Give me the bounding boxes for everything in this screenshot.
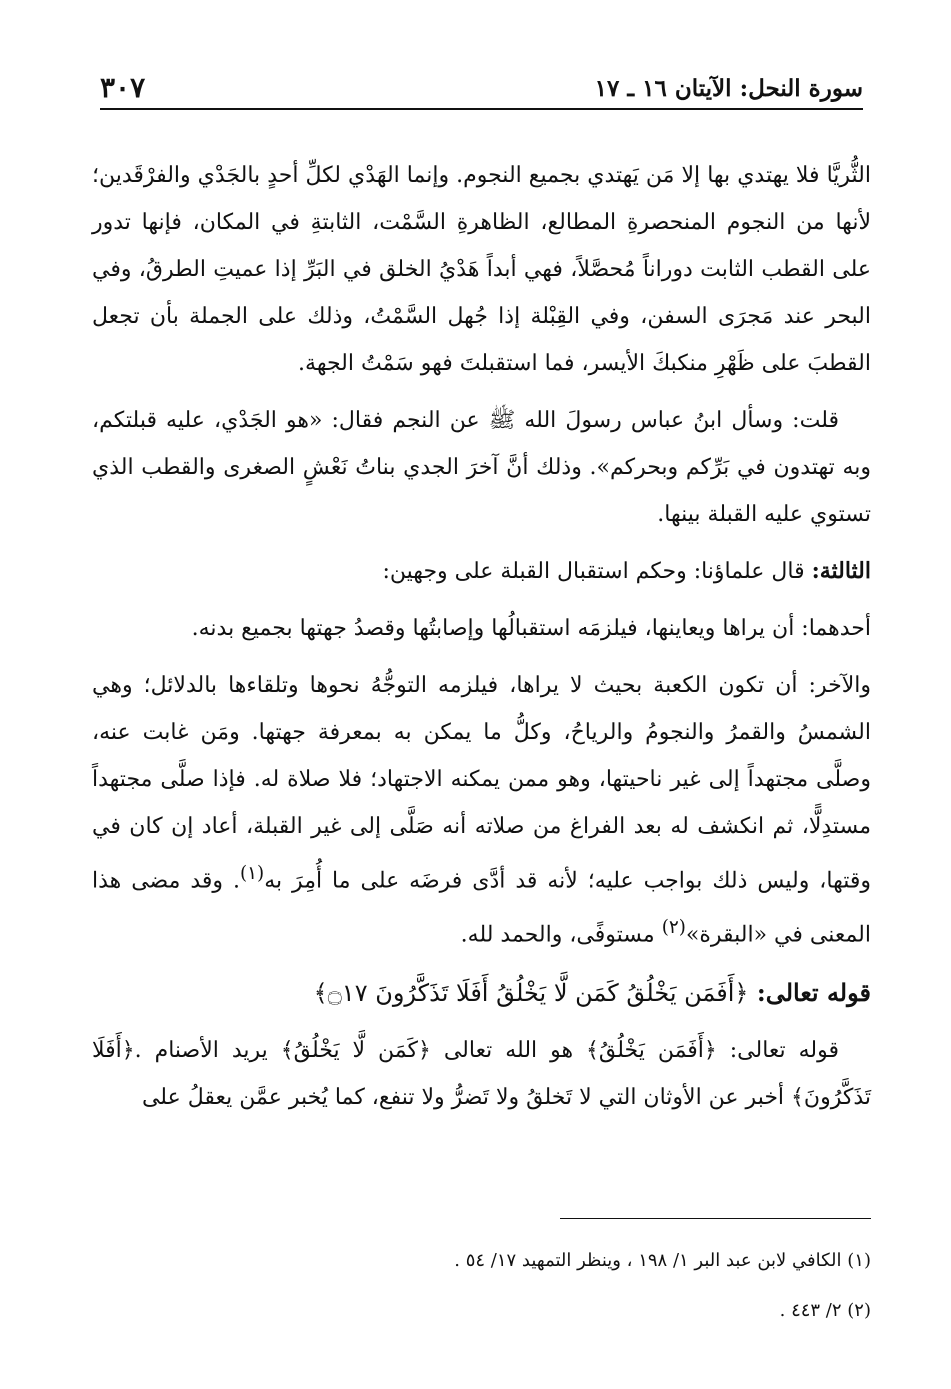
paragraph-1: الثُّريَّا فلا يهتدي بها إلا مَن يَهتدي بجميع النجوم. وإنما الهَدْي لكلِّ أحدٍ بالجَدْي والفرْقَدين؛ لأنها من النجوم المنحصرةِ المطالع، الظاهرةِ السَّمْت، الثابتةِ في المكان، فإنها تدور على القطب الثابت دوراناً مُحصَّلاً، فهي أبداً هَدْيُ الخلق في البَرِّ إذا عميتِ الطرقُ، وفي البحر عند مَجرَى السفن، وفي القِبْلة إذا جُهل السَّمْتُ، وذلك على الجملة بأن تجعل القطبَ على ظَهْرِ منكبكَ الأيسر، فما استقبلتَ فهو سَمْتُ الجهة. bbox=[92, 163, 871, 376]
footnote-divider bbox=[560, 1218, 871, 1219]
verse-heading bbox=[92, 969, 871, 1017]
paragraph-6: قوله تعالى: ﴿أَفَمَن يَخْلُقُ﴾ هو الله تعالى ﴿كَمَن لَّا يَخْلُقُ﴾ يريد الأصنام .﴿أَفَلَا تَذَكَّرُونَ﴾ أخبر عن الأوثان التي لا تَخلقُ ولا تَضرُّ ولا تنفع، كما يُخبر عمَّن يعقلُ على bbox=[92, 1037, 871, 1110]
main-text bbox=[92, 152, 871, 1131]
paragraph-3 bbox=[92, 548, 871, 595]
paragraph-5-mid: . وقد مضى هذا المعنى في «البقرة» bbox=[92, 868, 871, 948]
paragraph-5 bbox=[92, 662, 871, 959]
footnote-ref-1: (١) bbox=[240, 863, 265, 884]
footnote-ref-2: (٢) bbox=[661, 917, 686, 939]
quran-verse: ﴿أَفَمَن يَخْلُقُ كَمَن لَّا يَخْلُقُ أَفَلَا تَذَكَّرُونَ ۝١٧﴾ bbox=[313, 978, 749, 1007]
paragraph-5-end: مستوفًى، والحمد لله. bbox=[460, 922, 662, 948]
paragraph-4: أحدهما: أن يراها ويعاينها، فيلزمَه استقبالُها وإصابتُها وقصدُ جهتها بجميع بدنه. bbox=[191, 616, 871, 641]
footnote-1: (١) الكافي لابن عبد البر ١/ ١٩٨ ، وينظر التمهيد ١٧/ ٥٤ . bbox=[454, 1250, 871, 1271]
footnote-2: (٢) ٢/ ٤٤٣ . bbox=[779, 1300, 871, 1321]
section-heading: الثالثة: bbox=[811, 558, 871, 584]
verse-label: قوله تعالى: bbox=[748, 977, 871, 1007]
paragraph-3-text: قال علماؤنا: وحكم استقبال القبلة على وجهين: bbox=[382, 559, 812, 584]
surah-header-title: سورة النحل: الآيتان ١٦ ـ ١٧ bbox=[594, 75, 863, 102]
page-number: ٣٠٧ bbox=[100, 71, 146, 104]
paragraph-5-main: والآخر: أن تكون الكعبة بحيث لا يراها، فيلزمه التوجُّهُ نحوها وتلقاءها بالدلائل؛ وهي الشمسُ والقمرُ والنجومُ والرياحُ، وكلُّ ما يمكن به بمعرفة جهتها. ومَن غابت عنه، وصلَّى مجتهداً إلى غير ناحيتها، وهو ممن يمكنه الاجتهاد؛ فلا صلاة له. فإذا صلَّى مجتهداً مستدِلًّا، ثم انكشف له بعد الفراغ من صلاته أنه صَلَّى إلى غير القبلة، أعاد إن كان في وقتها، وليس ذلك بواجب عليه؛ لأنه قد أدَّى فرضَه على ما أُمِرَ به bbox=[92, 673, 872, 894]
paragraph-2: قلت: وسأل ابنُ عباس رسولَ الله ﷺ عن النجم فقال: «هو الجَدْي، عليه قبلتكم، وبه تهتدون في بَرِّكم وبحركم». وذلك أنَّ آخرَ الجدي بناتُ نَعْشٍ الصغرى والقطب الذي تستوي عليه القبلة بينها. bbox=[92, 408, 871, 527]
running-header bbox=[100, 58, 863, 110]
footnotes bbox=[92, 1236, 871, 1336]
